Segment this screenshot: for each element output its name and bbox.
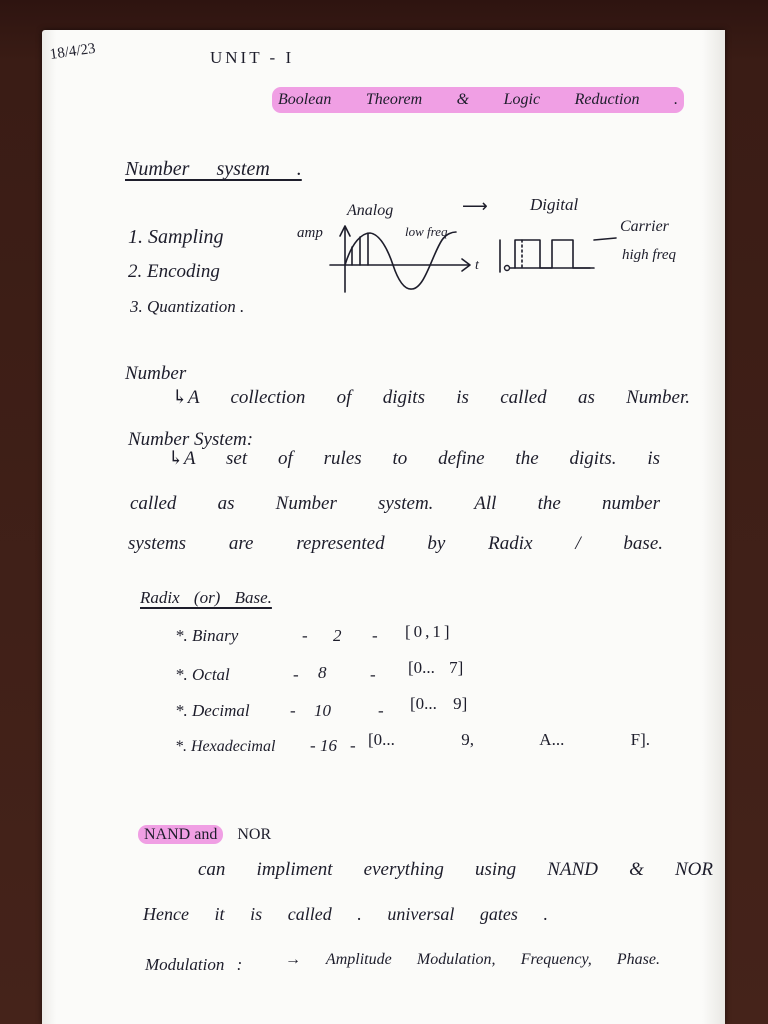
number-heading: Number [125, 363, 187, 384]
number-system-def-line: ↳A set of rules to define the digits. is [168, 448, 660, 469]
radix-name: *. Octal [175, 665, 230, 684]
radix-separator: - [302, 626, 308, 645]
number-system-def-line: called as Number system. All the number [130, 493, 660, 514]
radix-range: [0... 9, A... F]. [368, 730, 650, 749]
amp-label: amp [297, 225, 323, 241]
radix-separator: - [290, 701, 296, 720]
radix-base: 10 [314, 701, 331, 720]
time-axis-label: t [475, 258, 479, 273]
gates-line: can impliment everything using NAND & NOR [198, 859, 713, 880]
radix-base: 2 [333, 626, 342, 645]
radix-separator: - [378, 701, 384, 720]
number-system-def-heading: Number System: [128, 429, 254, 450]
radix-name: *. Hexadecimal [175, 738, 276, 755]
low-freq-label: low freq [405, 224, 448, 239]
gates-heading [138, 823, 271, 847]
step-quantization: 3. Quantization . [130, 297, 245, 316]
step-encoding: 2. Encoding [128, 261, 220, 282]
radix-range: [0... 9] [410, 694, 468, 713]
modulation-label: Modulation : [145, 955, 243, 974]
radix-name: *. Decimal [175, 701, 250, 720]
number-definition: ↳A collection of digits is called as Number. [172, 387, 690, 408]
analog-label: Analog [347, 202, 394, 219]
radix-separator: - [310, 736, 316, 755]
carrier-label: Carrier [620, 218, 669, 235]
number-system-heading: Number system . [125, 158, 302, 180]
digital-label: Digital [530, 195, 579, 214]
radix-separator: - [372, 626, 378, 645]
radix-base: 8 [318, 663, 327, 682]
gates-heading-highlighted: NAND and [138, 825, 223, 844]
high-freq-label: high freq [622, 247, 677, 263]
conversion-arrow: ⟶ [462, 196, 488, 217]
step-sampling: 1. Sampling [128, 226, 224, 248]
radix-heading: Radix (or) Base. [140, 588, 272, 607]
radix-range: [0... 7] [408, 658, 464, 677]
radix-separator: - [350, 736, 356, 755]
date: 18/4/23 [48, 40, 97, 63]
radix-base: 16 [320, 736, 337, 755]
radix-separator: - [370, 665, 376, 684]
radix-range: [0,1] [405, 622, 453, 641]
radix-name: *. Binary [175, 626, 239, 645]
modulation-text: → Amplitude Modulation, Frequency, Phase. [285, 951, 660, 968]
number-system-def-line: systems are represented by Radix / base. [128, 533, 663, 554]
gates-line: Hence it is called . universal gates . [143, 904, 548, 924]
chapter-title: Boolean Theorem & Logic Reduction . [272, 87, 684, 113]
unit-heading: UNIT - I [210, 48, 295, 67]
radix-separator: - [293, 665, 299, 684]
gates-heading-rest: NOR [237, 826, 272, 843]
